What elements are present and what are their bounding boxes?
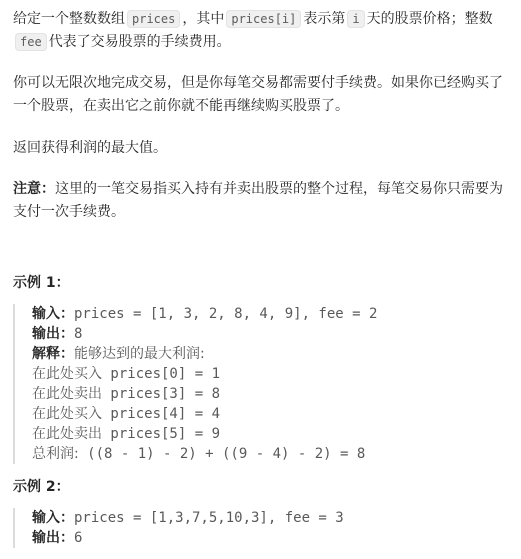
step-expression: prices[0] = 1 xyxy=(102,366,221,382)
text-segment: ，其中 xyxy=(182,11,225,27)
explanation-text: 能够达到的最大利润: xyxy=(74,346,205,362)
explanation-label: 解释： xyxy=(32,346,74,362)
output-value: 8 xyxy=(74,326,83,342)
example-1-title: 示例 1： xyxy=(13,275,70,291)
example-1-explanation xyxy=(32,344,511,364)
description-paragraph-1 xyxy=(13,0,511,54)
text-segment: 代表了交易股票的手续费用。 xyxy=(48,34,231,50)
text-segment: 给定一个整数数组 xyxy=(13,11,125,27)
example-1-step xyxy=(32,364,511,384)
example-1-step xyxy=(32,424,511,444)
inline-code-prices-i: prices[i] xyxy=(226,10,301,28)
output-value: 6 xyxy=(74,530,83,546)
input-value: prices = [1, 3, 2, 8, 4, 9], fee = 2 xyxy=(74,306,378,322)
description-paragraph-2: 你可以无限次地完成交易，但是你每笔交易都需要付手续费。如果你已经购买了一个股票，在卖出它之前你就不能再继续购买股票了。 xyxy=(13,75,503,114)
step-action: 在此处卖出 xyxy=(32,426,102,442)
example-1-step xyxy=(32,404,511,424)
text-segment: 天的股票价格；整数 xyxy=(366,11,493,27)
example-1-block xyxy=(13,304,511,464)
example-1-step xyxy=(32,384,511,404)
text-segment: 表示第 xyxy=(303,11,346,27)
step-action: 在此处买入 xyxy=(32,366,102,382)
step-expression: prices[4] = 4 xyxy=(102,406,221,422)
step-action: 在此处买入 xyxy=(32,406,102,422)
input-value: prices = [1,3,7,5,10,3], fee = 3 xyxy=(74,510,344,526)
input-label: 输入： xyxy=(32,510,74,526)
step-expression: prices[5] = 9 xyxy=(102,426,221,442)
inline-code-fee: fee xyxy=(15,33,47,51)
total-expression: ((8 - 1) - 2) + ((9 - 4) - 2) = 8 xyxy=(78,446,366,462)
example-1-input xyxy=(32,304,511,324)
example-2-title: 示例 2： xyxy=(13,479,70,495)
example-1-total xyxy=(32,444,511,464)
inline-code-i: i xyxy=(347,10,364,28)
example-1-output xyxy=(32,324,511,344)
example-2-input xyxy=(32,508,511,528)
step-action: 在此处卖出 xyxy=(32,386,102,402)
description-paragraph-3: 返回获得利润的最大值。 xyxy=(13,140,167,156)
total-label: 总利润: xyxy=(32,446,79,462)
output-label: 输出： xyxy=(32,530,74,546)
step-expression: prices[3] = 8 xyxy=(102,386,221,402)
description-note xyxy=(13,178,511,224)
input-label: 输入： xyxy=(32,306,74,322)
example-2-output xyxy=(32,528,511,548)
note-text: 这里的一笔交易指买入持有并卖出股票的整个过程，每笔交易你只需要为支付一次手续费。 xyxy=(13,181,503,220)
inline-code-prices: prices xyxy=(127,10,180,28)
output-label: 输出： xyxy=(32,326,74,342)
example-2-block xyxy=(13,508,511,548)
note-label: 注意： xyxy=(13,181,55,197)
